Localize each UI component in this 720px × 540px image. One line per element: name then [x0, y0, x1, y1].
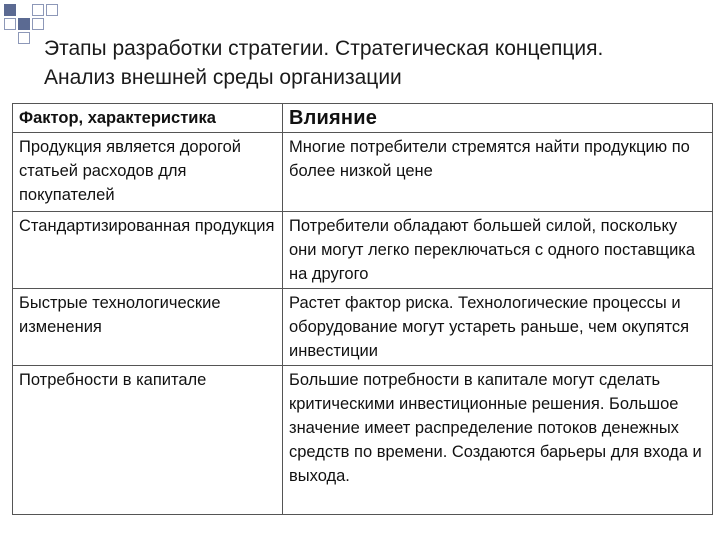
outline-square-icon [46, 4, 58, 16]
header-impact [283, 104, 713, 133]
table-row [13, 133, 713, 212]
slide-title [44, 34, 704, 92]
outline-square-icon [32, 18, 44, 30]
header-impact-label: Влияние [289, 107, 378, 129]
factors-table [12, 103, 713, 515]
row-factor: Продукция является дорогой статьей расходов для покупателей [13, 133, 283, 212]
row-impact: Растет фактор риска. Технологические процессы и оборудование могут устареть раньше, чем окупятся инвестиции [283, 289, 713, 366]
row-factor: Потребности в капитале [13, 366, 283, 515]
outline-square-icon [32, 4, 44, 16]
outline-square-icon [4, 18, 16, 30]
table-row [13, 366, 713, 515]
header-factor: Фактор, характеристика [13, 104, 283, 133]
outline-square-icon [18, 32, 30, 44]
row-impact: Потребители обладают большей силой, поскольку они могут легко переключаться с одного поставщика на другого [283, 212, 713, 289]
table-header-row [13, 104, 713, 133]
row-factor: Быстрые технологические изменения [13, 289, 283, 366]
filled-square-icon [18, 18, 30, 30]
slide-title-line1: Этапы разработки стратегии. Стратегическая концепция. [44, 37, 604, 60]
row-impact: Многие потребители стремятся найти продукцию по более низкой цене [283, 133, 713, 212]
table-row [13, 212, 713, 289]
slide-title-line2: Анализ внешней среды организации [44, 66, 402, 89]
row-factor: Стандартизированная продукция [13, 212, 283, 289]
row-impact: Большие потребности в капитале могут сделать критическими инвестиционные решения. Большое значение имеет распределение потоков денежных средств по времени. Создаются барьеры для входа и выхода. [283, 366, 713, 515]
filled-square-icon [4, 4, 16, 16]
table-row [13, 289, 713, 366]
